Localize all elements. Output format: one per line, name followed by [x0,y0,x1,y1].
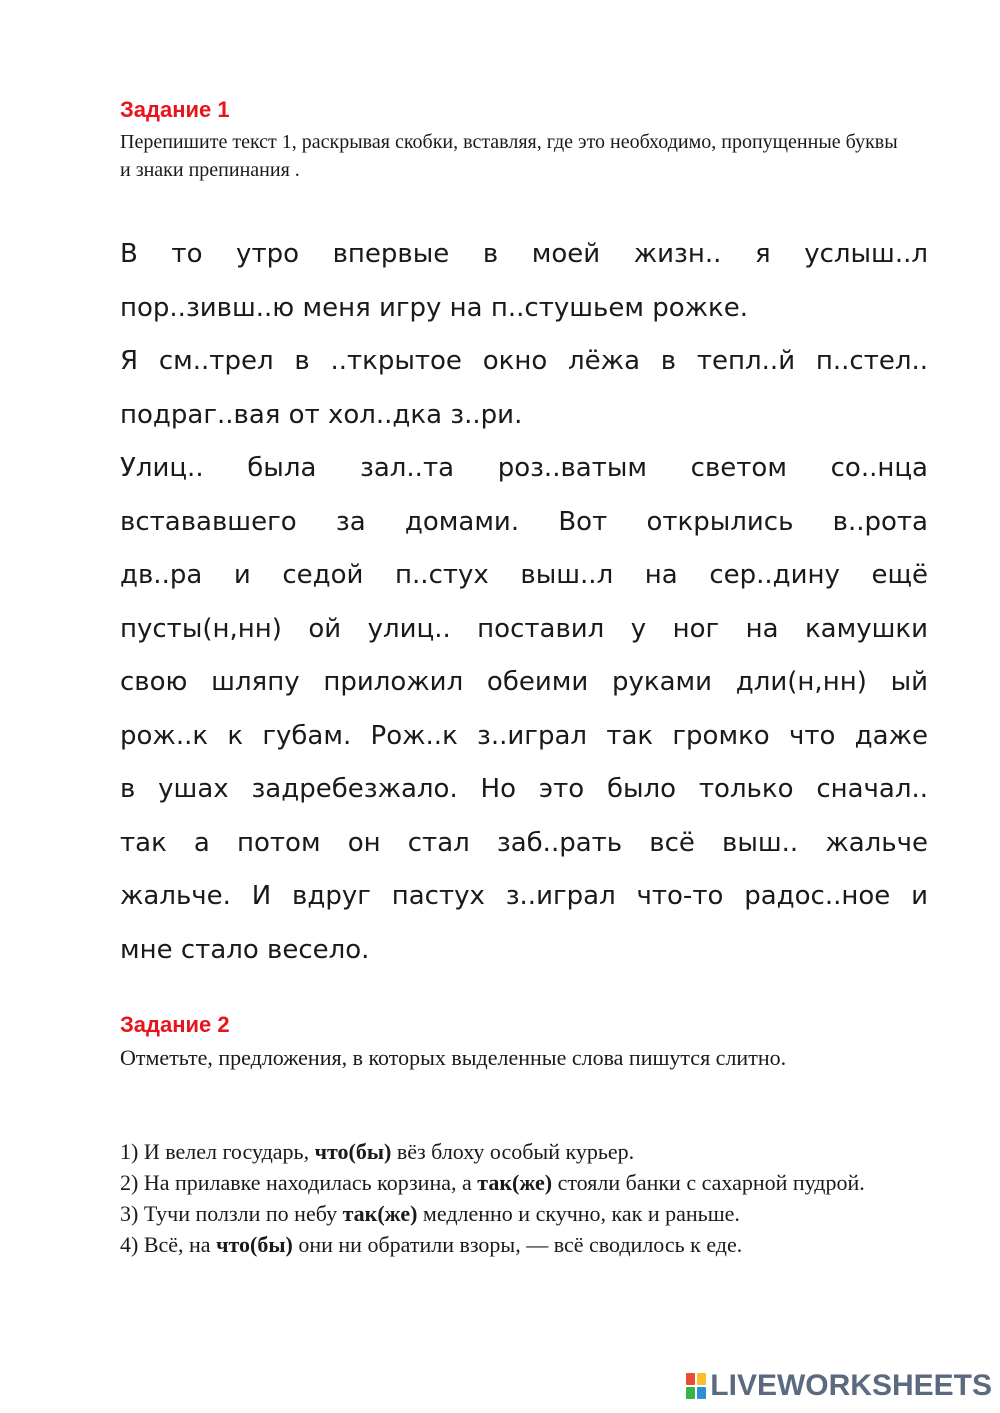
text-line: в ушах задребезжало. Но это было только сначал.. [120,774,928,804]
logo-square-yellow [697,1373,706,1385]
task1-instruction: Перепишите текст 1, раскрывая скобки, вставляя, где это необходимо, пропущенные буквы и знаки препинания . [120,131,898,181]
text-line: В то утро впервые в моей жизн.. я услыш..л [120,239,928,269]
text-line: Улиц.. была зал..та роз..ватым светом со..нца [120,453,928,483]
task2-instruction: Отметьте, предложения, в которых выделенные слова пишутся слитно. [120,1045,787,1070]
liveworksheets-logo-icon [686,1373,706,1399]
brand-name: LIVEWORKSHEETS [710,1369,992,1402]
list-item[interactable]: 2) На прилавке находилась корзина, а так(же) стояли банки с сахарной пудрой. [120,1170,865,1195]
text-line: пусты(н,нн) ой улиц.. поставил у ног на камушки [120,613,928,644]
highlighted-word: так(же) [342,1201,418,1226]
text-line: так а потом он стал заб..рать всё выш.. жальче [120,827,928,858]
text-line: свою шляпу приложил обеими руками дли(н,нн) ый [120,667,928,697]
text-line: подраг..вая от хол..дка з..ри. [120,399,523,430]
task1-title: Задание 1 [120,97,230,122]
text-line: жальче. И вдруг пастух з..играл что-то радос..ное и [120,881,928,911]
text-line: рож..к к губам. Рож..к з..играл так громко что даже [120,720,928,751]
logo-square-blue [697,1387,706,1399]
highlighted-word: что(бы) [314,1139,392,1164]
logo-square-green [686,1387,695,1399]
list-item[interactable]: 4) Всё, на что(бы) они ни обратили взоры, — всё сводилось к еде. [120,1232,743,1257]
highlighted-word: что(бы) [216,1232,293,1257]
text-line: встававшего за домами. Вот открылись в..рота [120,506,928,537]
task1-text [120,228,928,977]
text-line: пор..зивш..ю меня игру на п..стушьем рожке. [120,292,749,323]
list-item[interactable]: 1) И велел государь, что(бы) вёз блоху особый курьер. [120,1139,635,1164]
logo-square-red [686,1373,695,1385]
text-line: мне стало весело. [120,934,370,965]
text-line: дв..ра и седой п..стух выш..л на сер..дину ещё [120,560,928,590]
liveworksheets-brand[interactable] [686,1369,992,1403]
list-item[interactable]: 3) Тучи ползли по небу так(же) медленно и скучно, как и раньше. [120,1201,740,1226]
text-line: Я см..трел в ..ткрытое окно лёжа в тепл..й п..стел.. [120,346,928,376]
highlighted-word: так(же) [477,1170,553,1195]
task2-items [120,1136,920,1260]
task2-title: Задание 2 [120,1012,230,1037]
